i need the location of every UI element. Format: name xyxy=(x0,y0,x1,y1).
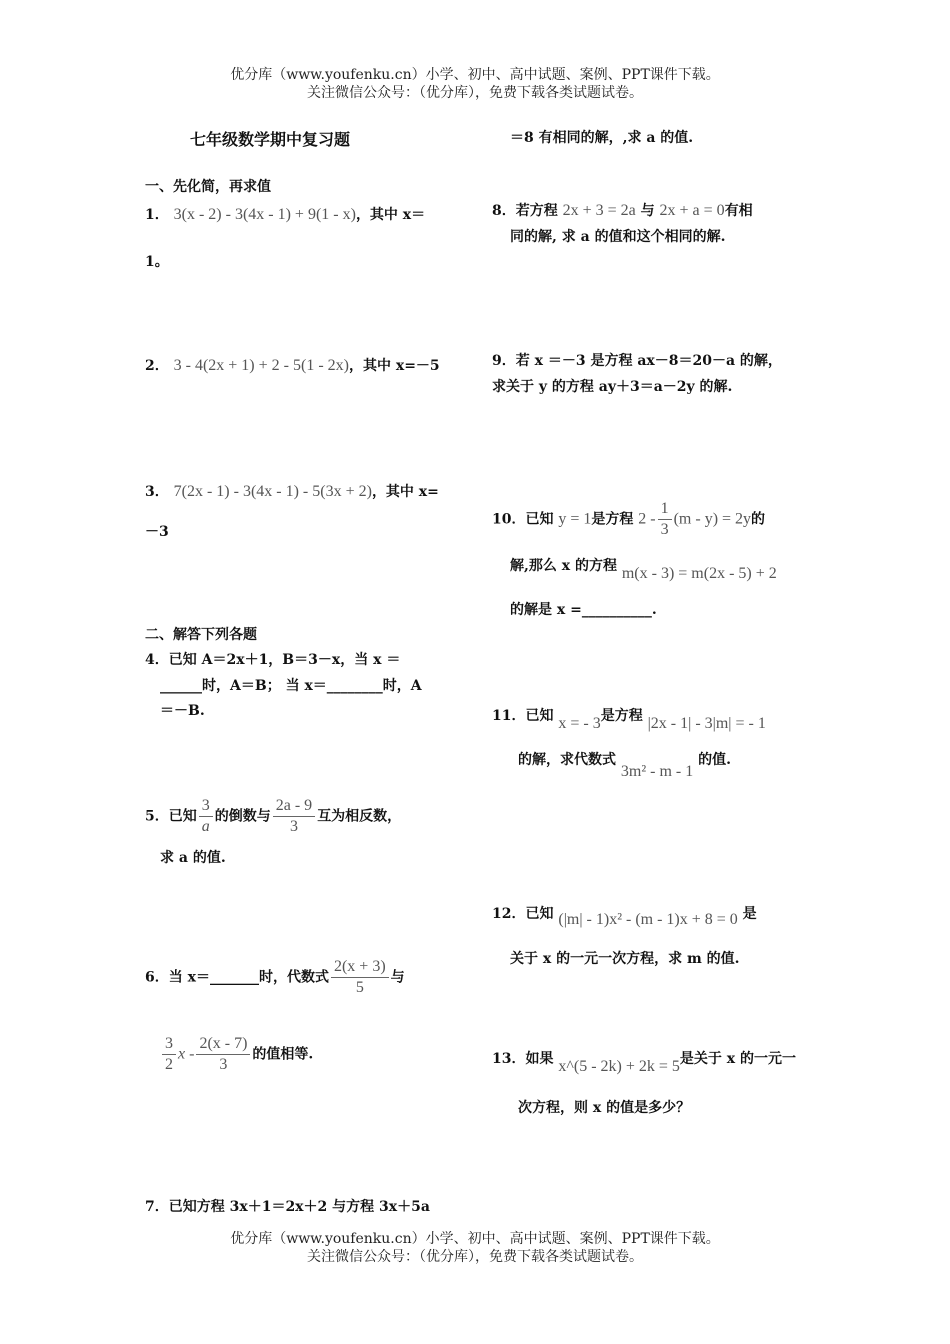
q6-after-1: 与 xyxy=(390,969,405,986)
q7-line-1: 7．已知方程 3x＋1＝2x＋2 与方程 3x＋5a xyxy=(145,1199,430,1215)
q11-number: 11．已知 xyxy=(492,708,554,724)
q4-line-3: ＝－B. xyxy=(160,703,205,719)
question-13 xyxy=(492,1049,797,1075)
q13-expression: x^(5 - 2k) + 2k = 5 xyxy=(558,1058,680,1075)
q6-x-minus: x - xyxy=(178,1045,195,1063)
q12-tail: 是 xyxy=(742,906,757,922)
q5-frac2-denominator: 3 xyxy=(289,818,298,835)
q9-line-1: 9．若 x ＝－3 是方程 ax－8＝20－a 的解， xyxy=(492,353,782,369)
q4-line-1: 4．已知 A＝2x＋1，B＝3－x，当 x ＝ xyxy=(145,652,401,668)
q10-line-3: 的解是 x =__________. xyxy=(510,602,657,618)
q1-tail-2: 1。 xyxy=(145,254,169,270)
page-title: 七年级数学期中复习题 xyxy=(190,130,351,149)
q10-pre: 2 - xyxy=(638,510,656,528)
q5-frac1-denominator: a xyxy=(201,818,210,835)
q13-line-2: 次方程，则 x 的值是多少？ xyxy=(518,1100,691,1116)
question-2 xyxy=(145,356,440,376)
q5-fraction-2 xyxy=(273,796,315,837)
q10-line-2-text: 解,那么 x 的方程 xyxy=(510,558,617,574)
q6-frac3-denominator: 3 xyxy=(219,1056,228,1073)
q3-tail: ，其中 x= xyxy=(371,484,439,500)
question-1 xyxy=(145,205,425,225)
q3-expression: 7(2x - 1) - 3(4x - 1) - 5(3x + 2) xyxy=(173,483,372,500)
q6-frac1-numerator: 2(x + 3) xyxy=(331,957,389,978)
q5-frac1-numerator: 3 xyxy=(199,796,213,817)
q11-expression-1: x = - 3 xyxy=(558,715,601,732)
header-line-1: 优分库（www.youfenku.cn）小学、初中、高中试题、案例、PPT课件下载。 xyxy=(230,67,720,83)
q12-expression: (|m| - 1)x² - (m - 1)x + 8 = 0 xyxy=(558,911,738,928)
q11-line-2-text: 的解，求代数式 xyxy=(518,752,616,768)
q4-line-2: ______时，A＝B； 当 x＝________时，A xyxy=(160,678,422,694)
q12-number: 12．已知 xyxy=(492,906,554,922)
q1-tail: ，其中 x＝ xyxy=(355,207,426,223)
q10-expression-1: y = 1 xyxy=(558,510,592,528)
question-10 xyxy=(492,499,765,540)
q6-fraction-1 xyxy=(331,957,389,998)
q8-mid: 与 xyxy=(640,203,655,219)
q7-line-2: ＝8 有相同的解，,求 a 的值. xyxy=(510,130,694,146)
q10-post: (m - y) = 2y xyxy=(673,510,752,528)
q10-fraction xyxy=(658,499,672,540)
q5-mid: 的倒数与 xyxy=(214,808,271,825)
q2-number: 2． xyxy=(145,358,169,374)
q6-line-1: 6．当 x＝_______时，代数式 xyxy=(145,969,329,986)
q13-number: 13．如果 xyxy=(492,1051,554,1067)
q11-expression-3: 3m² - m - 1 xyxy=(620,763,694,780)
q1-expression: 3(x - 2) - 3(4x - 1) + 9(1 - x) xyxy=(173,206,356,223)
q10-number: 10．已知 xyxy=(492,511,554,528)
q10-frac-numerator: 1 xyxy=(658,499,672,520)
q6-fraction-2 xyxy=(162,1034,176,1075)
q6-line-2 xyxy=(160,1034,313,1075)
q10-expression-2: m(x - 3) = m(2x - 5) + 2 xyxy=(621,565,777,582)
q9-line-2: 求关于 y 的方程 ay＋3＝a－2y 的解. xyxy=(492,379,733,395)
q5-number: 5．已知 xyxy=(145,808,197,825)
q8-tail: 有相 xyxy=(724,203,753,219)
q11-tail: 的值. xyxy=(698,752,731,768)
q11-mid: 是方程 xyxy=(600,708,643,724)
q3-tail-2: －3 xyxy=(145,524,169,540)
q5-frac2-numerator: 2a - 9 xyxy=(273,796,315,817)
q5-fraction-1 xyxy=(199,796,213,837)
footer-line-1: 优分库（www.youfenku.cn）小学、初中、高中试题、案例、PPT课件下载。 xyxy=(230,1231,720,1247)
section-1-heading: 一、先化简，再求值 xyxy=(145,179,271,195)
footer-line-2: 关注微信公众号：（优分库），免费下载各类试题试卷。 xyxy=(307,1249,643,1265)
q12-line-2: 关于 x 的一元一次方程，求 m 的值. xyxy=(510,951,740,967)
header-line-2: 关注微信公众号：（优分库），免费下载各类试题试卷。 xyxy=(307,85,643,101)
q8-line-2: 同的解, 求 a 的值和这个相同的解. xyxy=(510,229,726,245)
q10-line-2 xyxy=(510,556,777,582)
q8-expression-2: 2x + a = 0 xyxy=(659,202,725,219)
q5-tail: 互为相反数， xyxy=(317,808,402,825)
section-2-heading: 二、解答下列各题 xyxy=(145,627,257,643)
q6-fraction-3 xyxy=(196,1034,250,1075)
question-6 xyxy=(145,957,405,998)
q6-frac2-numerator: 3 xyxy=(162,1034,176,1055)
q3-number: 3． xyxy=(145,484,169,500)
q11-line-2 xyxy=(518,750,731,780)
question-8 xyxy=(492,201,753,221)
question-11 xyxy=(492,706,766,732)
q6-frac2-denominator: 2 xyxy=(165,1056,173,1073)
q13-tail: 是关于 x 的一元一 xyxy=(679,1051,797,1067)
q6-tail: 的值相等. xyxy=(252,1046,314,1063)
q10-frac-denominator: 3 xyxy=(660,521,669,538)
q2-expression: 3 - 4(2x + 1) + 2 - 5(1 - 2x) xyxy=(173,357,349,374)
question-5 xyxy=(145,796,401,837)
q5-line-2: 求 a 的值. xyxy=(160,850,226,866)
q8-expression-1: 2x + 3 = 2a xyxy=(562,202,636,219)
q8-number: 8．若方程 xyxy=(492,203,558,219)
q1-number: 1． xyxy=(145,207,169,223)
q6-frac3-numerator: 2(x - 7) xyxy=(196,1034,250,1055)
q10-tail: 的 xyxy=(751,511,766,528)
question-3 xyxy=(145,482,439,502)
q10-mid: 是方程 xyxy=(591,511,634,528)
q2-tail: ，其中 x=－5 xyxy=(348,358,440,374)
question-12 xyxy=(492,904,757,928)
q11-expression-2: |2x - 1| - 3|m| = - 1 xyxy=(647,715,766,732)
q6-frac1-denominator: 5 xyxy=(355,979,364,996)
